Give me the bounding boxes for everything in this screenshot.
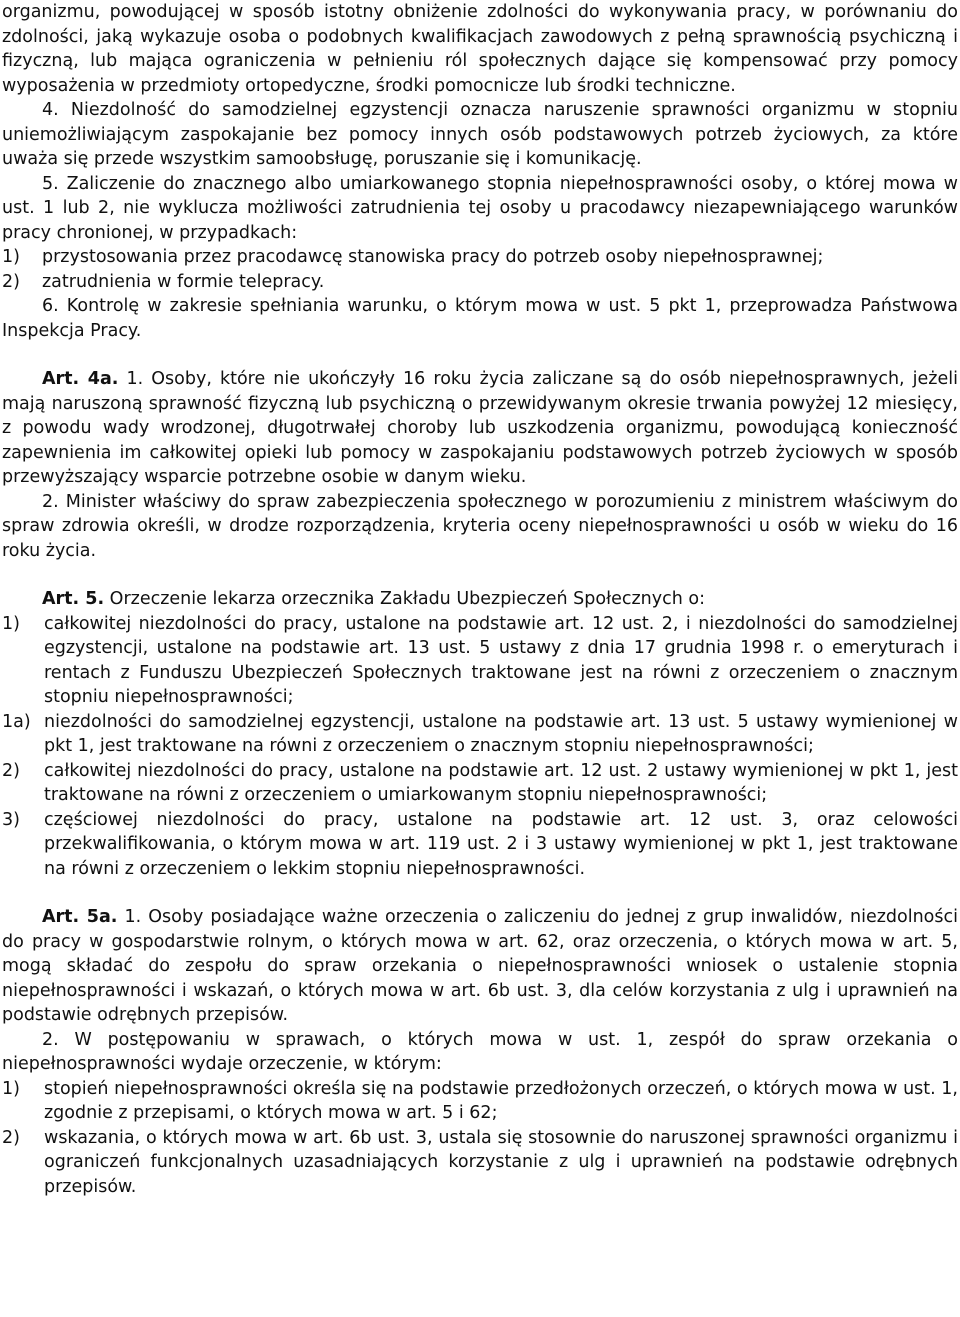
list-item-text: całkowitej niezdolności do pracy, ustalone na podstawie art. 12 ust. 2, i niezdolności do samodzielnej egzystencji, ustalone na podstawie art. 13 ust. 5 ustawy z dnia 17 grudnia 1998 r. o emeryturach i rentach z Funduszu Ubezpieczeń Społecznych traktowane jest na równi z orzeczeniem o znacznym stopniu niepełnosprawności; bbox=[44, 613, 958, 707]
list-item-text: częściowej niezdolności do pracy, ustalone na podstawie art. 12 ust. 3, oraz celowości przekwalifikowania, o którym mowa w art. 119 ust. 2 i 3 ustawy wymienionej w pkt 1, jest traktowane na równi z orzeczeniem o lekkim stopniu niepełnosprawności. bbox=[44, 809, 958, 879]
paragraph-continuation: organizmu, powodującej w sposób istotny obniżenie zdolności do wykonywania pracy, w porównaniu do zdolności, jaką wykazuje osoba o podobnych kwalifikacjach zawodowych z pełną sprawnością psychiczną i fizyczną, lub mająca ograniczenia w pełnieniu ról społecznych dające się kompensować przy pomocy wyposażenia w przedmioty ortopedyczne, środki pomocnicze lub środki techniczne. bbox=[2, 2, 958, 96]
list-item-number: 2) bbox=[2, 1127, 20, 1148]
article-5a-paragraph-2: 2. W postępowaniu w sprawach, o których mowa w ust. 1, zespół do spraw orzekania o niepełnosprawności wydaje orzeczenie, w którym: bbox=[2, 1029, 958, 1074]
list-item-text: stopień niepełnosprawności określa się na podstawie przedłożonych orzeczeń, o których mowa w ust. 1, zgodnie z przepisami, o których mowa w art. 5 i 62; bbox=[44, 1078, 958, 1123]
article-4a-paragraph-2: 2. Minister właściwy do spraw zabezpieczenia społecznego w porozumieniu z ministrem właściwym do spraw zdrowia określi, w drodze rozporządzenia, kryteria oceny niepełnosprawności u osób w wieku do 16 roku życia. bbox=[2, 491, 958, 561]
list-item-text: wskazania, o których mowa w art. 6b ust. 3, ustala się stosownie do naruszonej sprawności organizmu i ograniczeń funkcjonalnych uzasadniających korzystanie z ulg i uprawnień na podstawie odrębnych przepisów. bbox=[44, 1127, 958, 1197]
list-item bbox=[2, 270, 958, 295]
article-5a-p1-text: 1. Osoby posiadające ważne orzeczenia o zaliczeniu do jednej z grup inwalidów, niezdolności do pracy w gospodarstwie rolnym, o których mowa w art. 62, oraz orzeczenia, o których mowa w art. 5, mogą składać do zespołu do spraw orzekania o niepełnosprawności wniosek o ustalenie stopnia niepełnosprawności i wskazań, o których mowa w art. 6b ust. 3, dla celów korzystania z ulg i uprawnień na podstawie odrębnych przepisów. bbox=[2, 907, 958, 1025]
list-item-number: 1a) bbox=[2, 711, 31, 732]
list-item-number: 1) bbox=[2, 613, 20, 634]
list-item bbox=[2, 710, 958, 759]
list-item bbox=[2, 759, 958, 808]
list-item-text: zatrudnienia w formie telepracy. bbox=[42, 271, 325, 292]
list-item-text: niezdolności do samodzielnej egzystencji, ustalone na podstawie art. 13 ust. 5 ustawy wymienionej w pkt 1, jest traktowane na równi z orzeczeniem o znacznym stopniu niepełnosprawności; bbox=[44, 711, 958, 756]
list-item-number: 2) bbox=[2, 760, 20, 781]
list-item-number: 1) bbox=[2, 1078, 20, 1099]
spacer bbox=[2, 563, 958, 587]
article-4a-paragraph-1 bbox=[2, 367, 958, 490]
article-5-heading: Art. 5. bbox=[42, 589, 105, 609]
list-item bbox=[2, 612, 958, 710]
list-item-text: przystosowania przez pracodawcę stanowiska pracy do potrzeb osoby niepełnosprawnej; bbox=[42, 247, 824, 267]
spacer bbox=[2, 343, 958, 367]
article-5-intro-text: Orzeczenie lekarza orzecznika Zakładu Ubezpieczeń Społecznych o: bbox=[104, 589, 705, 609]
list-item-text: całkowitej niezdolności do pracy, ustalone na podstawie art. 12 ust. 2 ustawy wymienionej w pkt 1, jest traktowane na równi z orzeczeniem o umiarkowanym stopniu niepełnosprawności; bbox=[44, 760, 958, 805]
list-item bbox=[2, 245, 958, 270]
list-item-number: 3) bbox=[2, 809, 20, 830]
article-5a-list bbox=[2, 1077, 958, 1200]
article-5-intro bbox=[2, 587, 958, 612]
article-4a-p1-text: 1. Osoby, które nie ukończyły 16 roku życia zaliczane są do osób niepełnosprawnych, jeżeli mają naruszoną sprawność fizyczną lub psychiczną o przewidywanym okresie trwania powyżej 12 miesięcy, z powodu wady wrodzonej, długotrwałej choroby lub uszkodzenia organizmu, powodującą konieczność zapewnienia im całkowitej opieki lub pomocy w zaspokajaniu podstawowych potrzeb życiowych w sposób przewyższający wsparcie potrzebne osobie w danym wieku. bbox=[2, 369, 958, 487]
article-5a-paragraph-1 bbox=[2, 905, 958, 1028]
article-5-list bbox=[2, 612, 958, 882]
article-4a-heading: Art. 4a. bbox=[42, 369, 119, 389]
list-item bbox=[2, 1077, 958, 1126]
list-item-number: 1) bbox=[2, 247, 20, 267]
spacer bbox=[2, 881, 958, 905]
list-item bbox=[2, 808, 958, 882]
article-5a-heading: Art. 5a. bbox=[42, 907, 118, 927]
list-item bbox=[2, 1126, 958, 1200]
list-item-number: 2) bbox=[2, 271, 20, 292]
paragraph-5-list bbox=[2, 245, 958, 294]
paragraph-4: 4. Niezdolność do samodzielnej egzystencji oznacza naruszenie sprawności organizmu w stopniu uniemożliwiającym zaspokajanie bez pomocy innych osób podstawowych potrzeb życiowych, za które uważa się przede wszystkim samoobsługę, poruszanie się i komunikację. bbox=[2, 100, 958, 169]
paragraph-5: 5. Zaliczenie do znacznego albo umiarkowanego stopnia niepełnosprawności osoby, o której mowa w ust. 1 lub 2, nie wyklucza możliwości zatrudnienia tej osoby u pracodawcy niezapewniającego warunków pracy chronionej, w przypadkach: bbox=[2, 173, 958, 243]
paragraph-6: 6. Kontrolę w zakresie spełniania warunku, o którym mowa w ust. 5 pkt 1, przeprowadza Państwowa Inspekcja Pracy. bbox=[2, 296, 958, 341]
